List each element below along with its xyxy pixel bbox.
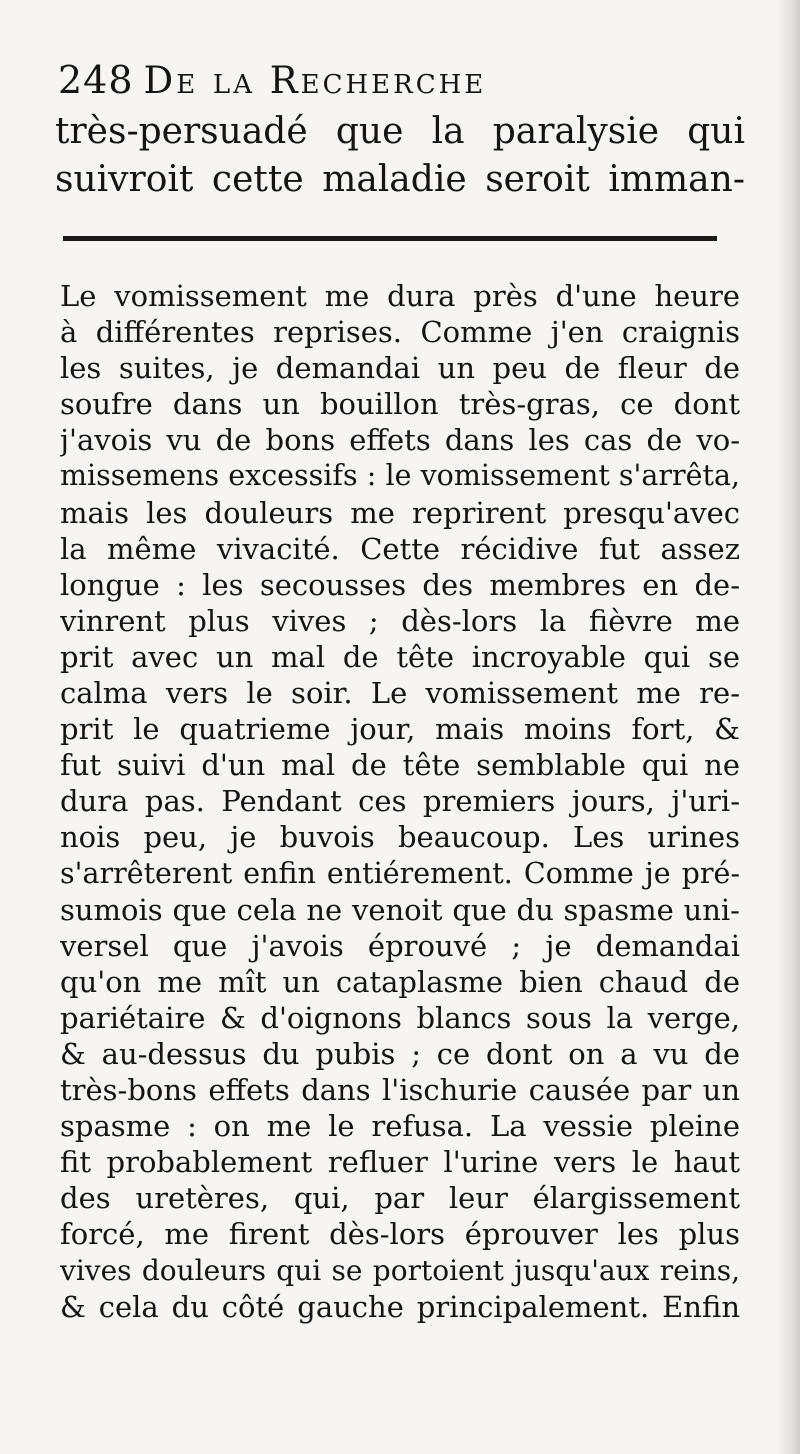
carryover-paragraph	[55, 108, 745, 204]
text-line: soufre dans un bouillon très-gras, ce dont	[60, 387, 740, 422]
text-line: versel que j'avois éprouvé ; je demandai	[60, 928, 740, 963]
text-line: dura pas. Pendant ces premiers jours, j'uri-	[60, 784, 740, 819]
section-rule	[63, 236, 717, 241]
text-line: spasme : on me le refusa. La vessie pleine	[60, 1109, 740, 1144]
text-line: nois peu, je buvois beaucoup. Les urines	[60, 820, 740, 855]
carryover-line: très-persuadé que la paralysie qui	[55, 111, 745, 152]
text-line: très-bons effets dans l'ischurie causée par un	[60, 1073, 740, 1108]
text-line: missemens excessifs : le vomissement s'arrêta,	[60, 459, 740, 493]
text-line: fut suivi d'un mal de tête semblable qui ne	[60, 748, 740, 783]
text-line: pariétaire & d'oignons blancs sous la verge,	[60, 1000, 740, 1035]
text-line: j'avois vu de bons effets dans les cas de vo-	[60, 423, 740, 458]
body-paragraph	[60, 278, 740, 1325]
text-line: qu'on me mît un cataplasme bien chaud de	[60, 964, 740, 999]
page-edge-shadow	[776, 0, 800, 1454]
text-line: les suites, je demandai un peu de fleur de	[60, 351, 740, 386]
text-line: calma vers le soir. Le vomissement me re-	[60, 676, 740, 711]
text-line: la même vivacité. Cette récidive fut assez	[60, 531, 740, 566]
text-line: prit le quatrieme jour, mais moins fort, &	[60, 712, 740, 747]
text-line: forcé, me firent dès-lors éprouver les plus	[60, 1217, 740, 1252]
text-line: vinrent plus vives ; dès-lors la fièvre me	[60, 603, 740, 638]
text-line: prit avec un mal de tête incroyable qui se	[60, 639, 740, 674]
text-line: des uretères, qui, par leur élargissement	[60, 1181, 740, 1216]
text-line: vives douleurs qui se portoient jusqu'aux reins,	[60, 1253, 740, 1287]
text-line: mais les douleurs me reprirent presqu'avec	[60, 495, 740, 530]
page-number: 248	[58, 58, 134, 102]
text-line: sumois que cela ne venoit que du spasme uni-	[60, 892, 740, 927]
text-line: à différentes reprises. Comme j'en craignis	[60, 315, 740, 350]
carryover-line: suivroit cette maladie seroit imman-	[55, 159, 745, 200]
text-line: & cela du côté gauche principalement. Enfin	[60, 1289, 740, 1324]
text-line: s'arrêterent enfin entiérement. Comme je pré-	[60, 856, 740, 890]
text-line: & au-dessus du pubis ; ce dont on a vu de	[60, 1036, 740, 1071]
text-line: fit probablement refluer l'urine vers le haut	[60, 1145, 740, 1180]
text-line: Le vomissement me dura près d'une heure	[60, 279, 740, 313]
text-line: longue : les secousses des membres en de-	[60, 567, 740, 602]
page-header	[58, 58, 486, 102]
running-title: De la Recherche	[143, 59, 487, 102]
